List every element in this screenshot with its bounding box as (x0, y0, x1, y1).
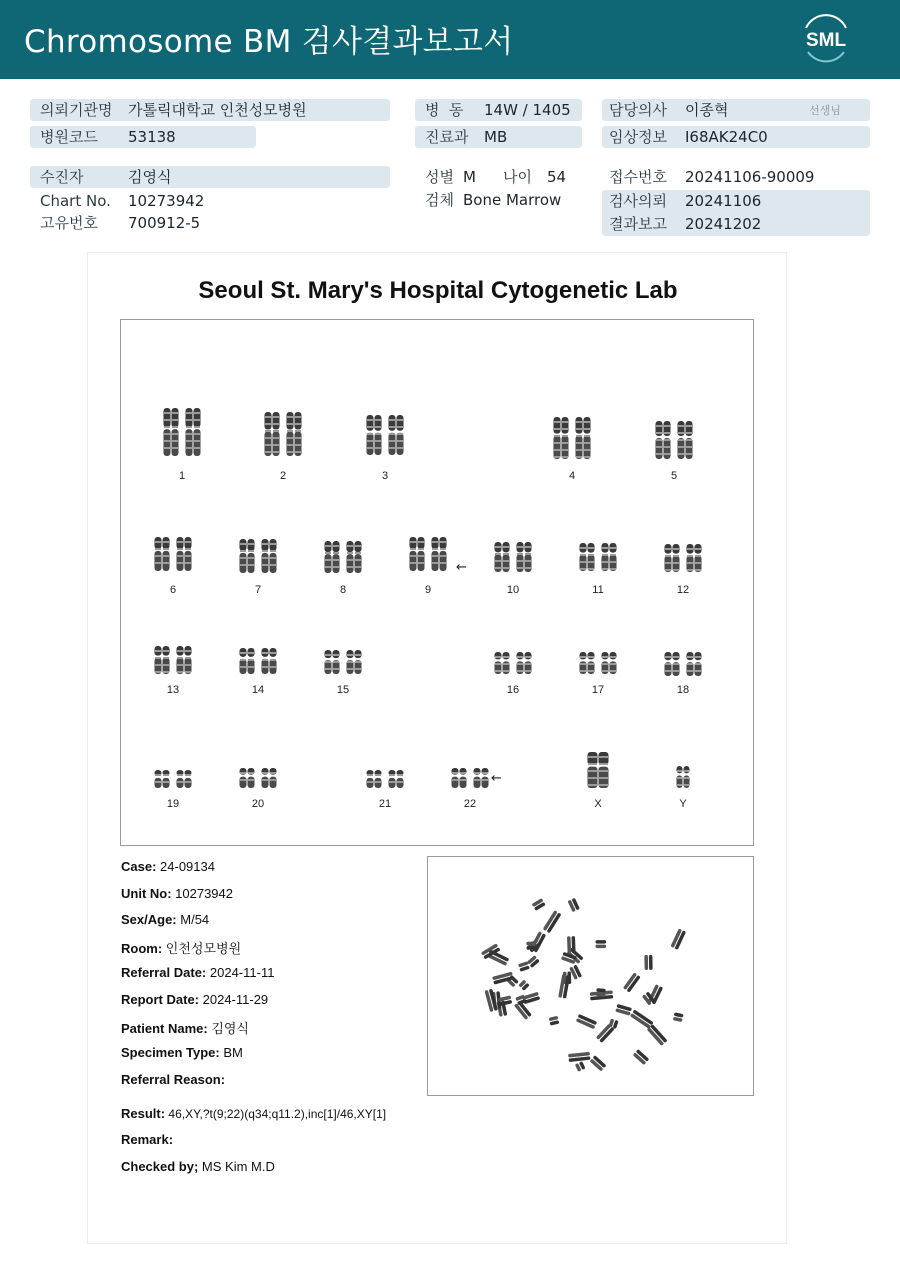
chromosome-pair-20 (238, 768, 278, 788)
metaphase-chromosome (527, 955, 540, 968)
karyogram-panel (120, 319, 754, 846)
ward-row (415, 99, 582, 121)
metaphase-chromosome (590, 1055, 607, 1071)
doctor-row (602, 99, 870, 121)
age-value: 54 (547, 168, 567, 186)
result-value: 46,XY,?t(9;22)(q34;q11.2),inc[1]/46,XY[1] (165, 1107, 387, 1121)
chromosome-pair-6 (153, 537, 193, 571)
sexage-value: M/54 (176, 912, 210, 927)
checked-label: Checked by; (121, 1159, 199, 1174)
chromosome-pair-14 (238, 648, 278, 674)
unique-label: 고유번호 (40, 214, 98, 232)
case-line (121, 859, 215, 874)
metaphase-chromosome (532, 898, 546, 911)
cytogenetic-report (87, 252, 787, 1244)
metaphase-chromosome (670, 928, 686, 949)
metaphase-chromosome (576, 1014, 597, 1029)
metaphase-spread (428, 857, 753, 1095)
chromosome-pair-8 (323, 541, 363, 573)
chromosome-pair-16 (493, 652, 533, 674)
chromosome-pair-1 (162, 408, 202, 456)
specimen-value: Bone Marrow (463, 191, 562, 209)
receipt-value: 20241106-90009 (685, 168, 815, 186)
chromosome-label-19: 19 (166, 798, 180, 810)
chromosome-pair-15 (323, 650, 363, 674)
chromosome-pair-10 (493, 542, 533, 572)
report-date-line (121, 992, 268, 1007)
chromosome-pair-11 (578, 543, 618, 571)
dates-block (602, 190, 870, 236)
lab-title: Seoul St. Mary's Hospital Cytogenetic Lab (198, 277, 678, 304)
unit-line (121, 886, 233, 901)
institution-row (30, 99, 390, 121)
chromosome-label-Y: Y (679, 798, 687, 810)
clinical-row (602, 126, 870, 148)
chromosome-label-9: 9 (424, 584, 432, 596)
sexage-line (121, 912, 209, 927)
report-title: Chromosome BM 검사결과보고서 (24, 24, 514, 60)
department-value: MB (484, 128, 508, 146)
specimen-label: 검체 (425, 191, 454, 209)
header-bar (0, 0, 900, 79)
metaphase-chromosome (568, 1052, 590, 1062)
sml-logo (796, 12, 856, 66)
metaphase-chromosome (673, 1012, 684, 1022)
chromosome-pair-13 (153, 646, 193, 674)
chromosome-pair-19 (153, 770, 193, 788)
chromosome-pair-Y (676, 766, 690, 788)
chromosome-label-7: 7 (254, 584, 262, 596)
chromosome-pair-7 (238, 539, 278, 573)
department-label: 진료과 (425, 128, 469, 146)
metaphase-chromosome (623, 972, 641, 992)
abnormal-arrow-icon: ← (491, 771, 502, 786)
department-row (415, 126, 582, 148)
referral-reason-label: Referral Reason: (121, 1072, 226, 1087)
room-line (121, 938, 241, 957)
hospital-code-label: 병원코드 (40, 128, 98, 146)
metaphase-chromosome (644, 955, 652, 970)
result-line (121, 1106, 386, 1121)
hospital-code-value: 53138 (128, 128, 176, 146)
patient-name-value: 김영식 (207, 1021, 249, 1036)
ward-label: 병 동 (425, 101, 464, 119)
metaphase-chromosome (518, 979, 529, 990)
referral-date-line (121, 965, 274, 980)
specimen-type-label: Specimen Type: (121, 1045, 220, 1060)
metaphase-image (427, 856, 754, 1096)
metaphase-chromosome (575, 1061, 586, 1072)
unique-value: 700912-5 (128, 214, 201, 232)
institution-label: 의뢰기관명 (40, 101, 113, 119)
chromosome-label-6: 6 (169, 584, 177, 596)
metaphase-chromosome (558, 974, 570, 999)
referral-reason-line (121, 1072, 225, 1087)
result-label: Result: (121, 1106, 166, 1121)
chromosome-pair-2 (263, 412, 303, 456)
report-date-label: Report Date: (121, 992, 200, 1007)
chromosome-label-11: 11 (592, 584, 604, 596)
chromosome-label-22: 22 (463, 798, 477, 810)
remark-label: Remark: (121, 1132, 174, 1147)
chromosome-pair-21 (365, 770, 405, 788)
chromosome-label-8: 8 (339, 584, 347, 596)
chromosome-label-16: 16 (506, 684, 520, 696)
chromosome-pair-9 (408, 537, 448, 571)
hospital-code-row (30, 126, 256, 148)
room-value: 인천성모병원 (162, 941, 242, 956)
chromosome-label-13: 13 (166, 684, 180, 696)
metaphase-chromosome (595, 940, 606, 948)
chromosome-pair-18 (663, 652, 703, 676)
chromosome-pair-12 (663, 544, 703, 572)
patient-name-label: Patient Name: (121, 1021, 208, 1036)
sex-age-row (415, 166, 585, 188)
sex-value: M (463, 168, 476, 186)
metaphase-chromosome (486, 949, 509, 966)
result-date-label: 결과보고 (609, 215, 667, 233)
specimen-row (415, 189, 585, 211)
specimen-type-line (121, 1045, 243, 1060)
metaphase-chromosome (615, 1004, 632, 1016)
sexage-label: Sex/Age: (121, 912, 177, 927)
chromosome-label-14: 14 (251, 684, 265, 696)
case-label: Case: (121, 859, 157, 874)
chromosome-label-2: 2 (279, 470, 287, 482)
chromosome-label-1: 1 (178, 470, 186, 482)
chart-value: 10273942 (128, 192, 205, 210)
request-label: 검사의뢰 (609, 192, 667, 210)
chart-label: Chart No. (40, 192, 111, 210)
chromosome-label-18: 18 (676, 684, 690, 696)
patient-name-line (121, 1018, 249, 1037)
chromosome-pair-3 (365, 415, 405, 455)
chromosome-label-17: 17 (591, 684, 605, 696)
doctor-suffix: 선생님 (809, 104, 841, 117)
unique-row (30, 212, 390, 234)
checked-line (121, 1159, 275, 1174)
doctor-value: 이종혁 (685, 101, 729, 119)
chromosome-label-10: 10 (506, 584, 520, 596)
metaphase-chromosome (543, 910, 562, 933)
unit-value: 10273942 (171, 886, 233, 901)
case-value: 24-09134 (156, 859, 215, 874)
checked-value: MS Kim M.D (198, 1159, 275, 1174)
unit-label: Unit No: (121, 886, 172, 901)
chromosome-pair-X (587, 752, 609, 788)
abnormal-arrow-icon: ← (456, 560, 467, 575)
doctor-label: 담당의사 (609, 101, 667, 119)
receipt-row (602, 166, 870, 188)
report-date-value: 2024-11-29 (199, 992, 269, 1007)
receipt-label: 접수번호 (609, 168, 667, 186)
chromosome-pair-22 (450, 768, 490, 788)
metaphase-chromosome (549, 1016, 560, 1026)
chart-row (30, 190, 390, 212)
referral-date-value: 2024-11-11 (206, 965, 275, 980)
chromosome-label-21: 21 (378, 798, 392, 810)
specimen-type-value: BM (219, 1045, 243, 1060)
chromosome-label-5: 5 (670, 470, 678, 482)
chromosome-label-20: 20 (251, 798, 265, 810)
result-date-value: 20241202 (685, 215, 762, 233)
metaphase-chromosome (630, 1009, 654, 1029)
room-label: Room: (121, 941, 163, 956)
institution-value: 가톨릭대학교 인천성모병원 (128, 101, 307, 119)
chromosome-label-X: X (594, 798, 602, 810)
metaphase-chromosome (633, 1049, 650, 1065)
chromosome-label-12: 12 (676, 584, 690, 596)
clinical-label: 임상정보 (609, 128, 667, 146)
metaphase-chromosome (567, 898, 579, 913)
ward-value: 14W / 1405 (484, 101, 571, 119)
referral-date-label: Referral Date: (121, 965, 207, 980)
chromosome-label-15: 15 (336, 684, 350, 696)
age-label: 나이 (503, 168, 532, 186)
patient-row (30, 166, 390, 188)
chromosome-pair-17 (578, 652, 618, 674)
sex-label: 성별 (425, 168, 454, 186)
remark-line (121, 1132, 173, 1147)
patient-value: 김영식 (128, 168, 172, 186)
clinical-value: I68AK24C0 (685, 128, 768, 146)
chromosome-pair-5 (654, 421, 694, 459)
metaphase-chromosome (522, 992, 540, 1005)
request-value: 20241106 (685, 192, 762, 210)
chromosome-label-4: 4 (568, 470, 576, 482)
chromosome-pair-4 (552, 417, 592, 459)
logo-text: SML (805, 30, 847, 51)
patient-label: 수진자 (40, 168, 84, 186)
chromosome-label-3: 3 (381, 470, 389, 482)
